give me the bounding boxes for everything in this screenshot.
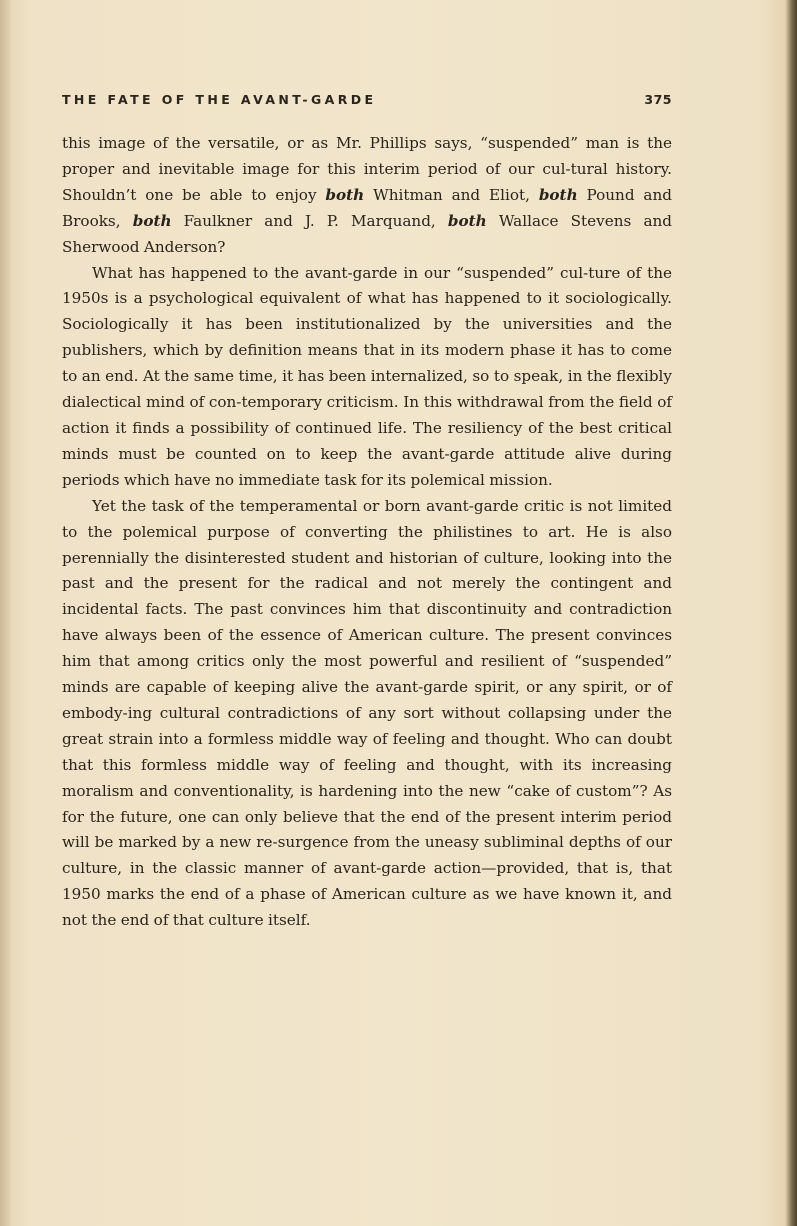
emphasis-text: both [132, 211, 172, 230]
text-run: this image of the versatile, or as Mr. Phillips says, “suspended” man is the proper and inevitable image for this interim period of our cul-tural history. Shouldn’t one be able to enjoy [62, 134, 672, 204]
body-text [62, 131, 672, 934]
text-run: Pound and Brooks, [62, 185, 672, 230]
paragraph [62, 494, 672, 934]
page-gutter-shadow [0, 0, 12, 1226]
text-run: Whitman and Eliot, [364, 185, 539, 204]
text-run: Yet the task of the temperamental or born avant-garde critic is not limited to the polemical purpose of converting the philistines to art. He is also perennially the disinterested student and historian of culture, looking into the past and the present for the radical and not merely the contingent and incidental facts. The past convinces him that discontinuity and contradiction have always been of the essence of American culture. The present convinces him that among critics only the most powerful and resilient of “suspended” minds are capable of keeping alive the avant-garde spirit, or any spirit, or of embody-ing cultural contradictions of any sort without collapsing under the great strain into a formless middle way of feeling and thought. Who can doubt that this formless middle way of feeling and thought, with its increasing moralism and conventionality, is hardening into the new “cake of custom”? As for the future, one can only believe that the end of the present interim period will be marked by a new re-surgence from the uneasy subliminal depths of our culture, in the classic manner of avant-garde action—provided, that is, that 1950 marks the end of a phase of American culture as we have known it, and not the end of that culture itself. [62, 496, 672, 930]
text-run: What has happened to the avant-garde in our “suspended” cul-ture of the 1950s is a psychological equivalent of what has happened to it sociologically. Sociologically it has been institutionalized by the universities and the publishers, which by definition means that in its modern phase it has to come to an end. At the same time, it has been internalized, so to speak, in the flexibly dialectical mind of con-temporary criticism. In this withdrawal from the field of action it finds a possibility of continued life. The resiliency of the best critical minds must be counted on to keep the avant-garde attitude alive during periods which have no immediate task for its polemical mission. [62, 263, 672, 489]
paragraph [62, 261, 672, 494]
emphasis-text: both [447, 211, 487, 230]
running-title: THE FATE OF THE AVANT-GARDE [62, 92, 377, 107]
text-run: Faulkner and J. P. Marquand, [171, 211, 448, 230]
page-number: 375 [644, 92, 672, 107]
emphasis-text: both [325, 185, 365, 204]
text-run: Wallace Stevens and Sherwood Anderson? [62, 211, 673, 256]
running-head [62, 92, 672, 112]
paragraph [62, 131, 672, 261]
emphasis-text: both [538, 185, 578, 204]
